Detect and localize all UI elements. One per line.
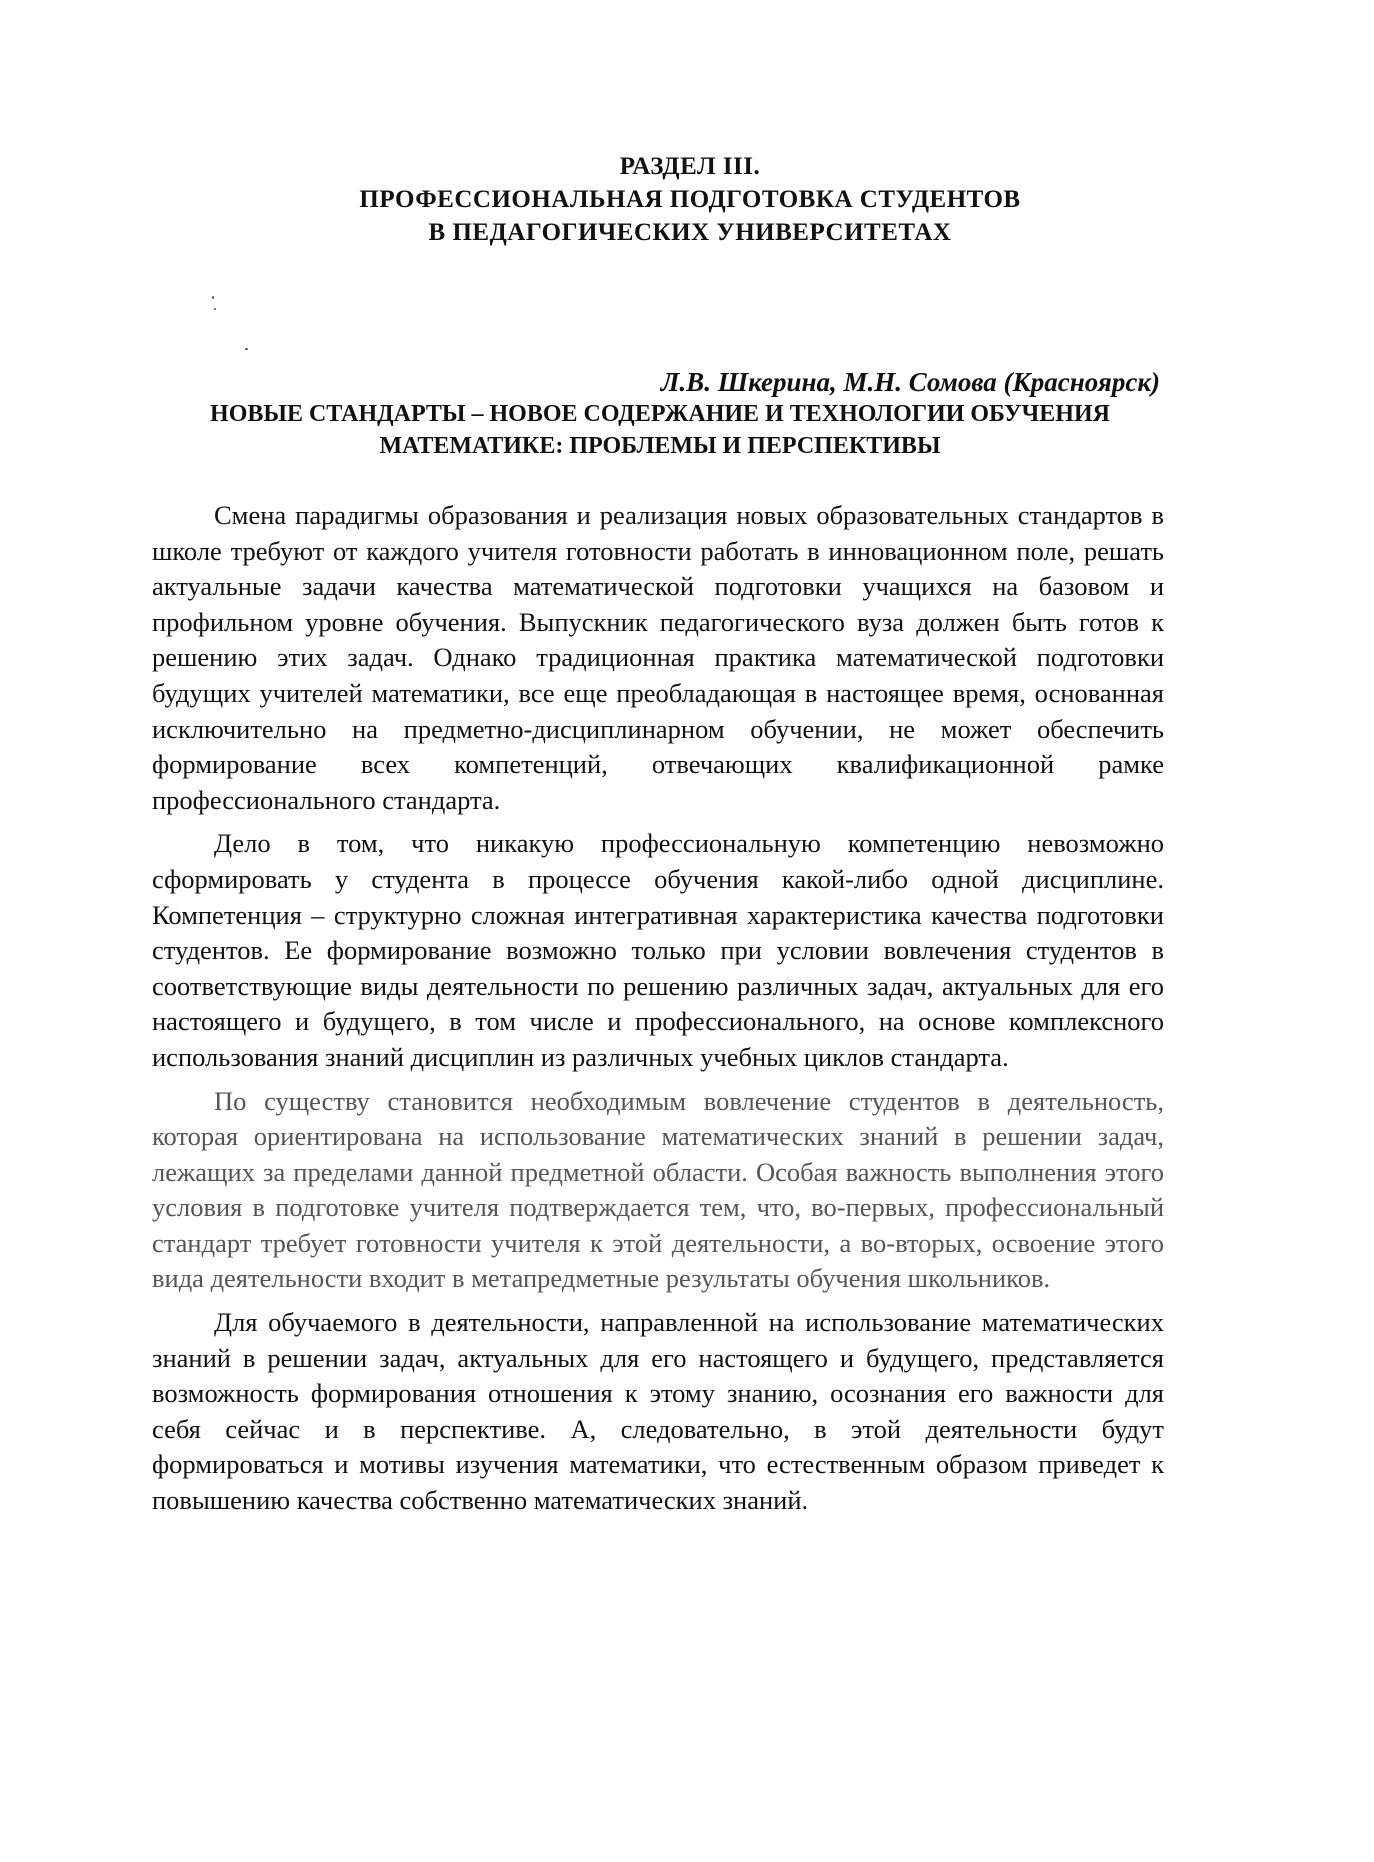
paragraph-4: Для обучаемого в деятельности, направленной на использование математических знаний в решении задач, актуальных для его настоящего и будущего, представляется возможность формирования отношения к этому знанию, осознания его важности для себя сейчас и в перспективе. А, следовательно, в этой деятельности будут формироваться и мотивы изучения математики, что естественным образом приведет к повышению качества собственно математических знаний. bbox=[152, 1307, 1164, 1516]
paragraph-1: Смена парадигмы образования и реализация новых образовательных стандартов в школе требуют от каждого учителя готовности работать в инновационном поле, решать актуальные задачи качества математической подготовки учащихся на базовом и профильном уровне обучения. Выпускник педагогического вуза должен быть готов к решению этих задач. Однако традиционная практика математической подготовки будущих учителей математики, все еще преобладающая в настоящее время, основанная исключительно на предметно-дисциплинарном обучении, не может обеспечить формирование всех компетенций, отвечающих квалификационной рамке профессионального стандарта. bbox=[152, 500, 1164, 815]
article-title bbox=[160, 398, 1160, 462]
article-authors: Л.В. Шкерина, М.Н. Сомова (Красноярск) bbox=[660, 367, 1160, 397]
paragraph-2: Дело в том, что никакую профессиональную компетенцию невозможно сформировать у студента в процессе обучения какой-либо одной дисциплине. Компетенция – структурно сложная интегративная характеристика качества подготовки студентов. Ее формирование возможно только при условии вовлечения студентов в соответствующие виды деятельности по решению различных задач, актуальных для его настоящего и будущего, в том числе и профессионального, на основе комплексного использования знаний дисциплин из различных учебных циклов стандарта. bbox=[152, 828, 1164, 1072]
paragraph-3: По существу становится необходимым вовлечение студентов в деятельность, которая ориентирована на использование математических знаний в решении задач, лежащих за пределами данной предметной области. Особая важность выполнения этого условия в подготовке учителя подтверждается тем, что, во-первых, профессиональный стандарт требует готовности учителя к этой деятельности, а во-вторых, освоение этого вида деятельности входит в метапредметные результаты обучения школьников. bbox=[152, 1085, 1164, 1294]
article-title-line-2: МАТЕМАТИКЕ: ПРОБЛЕМЫ И ПЕРСПЕКТИВЫ bbox=[379, 433, 941, 459]
article-title-line-1: НОВЫЕ СТАНДАРТЫ – НОВОЕ СОДЕРЖАНИЕ И ТЕХНОЛОГИИ ОБУЧЕНИЯ bbox=[210, 401, 1110, 427]
section-title-line-2: В ПЕДАГОГИЧЕСКИХ УНИВЕРСИТЕТАХ bbox=[428, 219, 952, 246]
section-title-line-1: ПРОФЕССИОНАЛЬНАЯ ПОДГОТОВКА СТУДЕНТОВ bbox=[359, 186, 1021, 213]
section-number: РАЗДЕЛ III. bbox=[619, 153, 761, 180]
section-heading bbox=[160, 150, 1220, 249]
article-body bbox=[152, 498, 1164, 1527]
